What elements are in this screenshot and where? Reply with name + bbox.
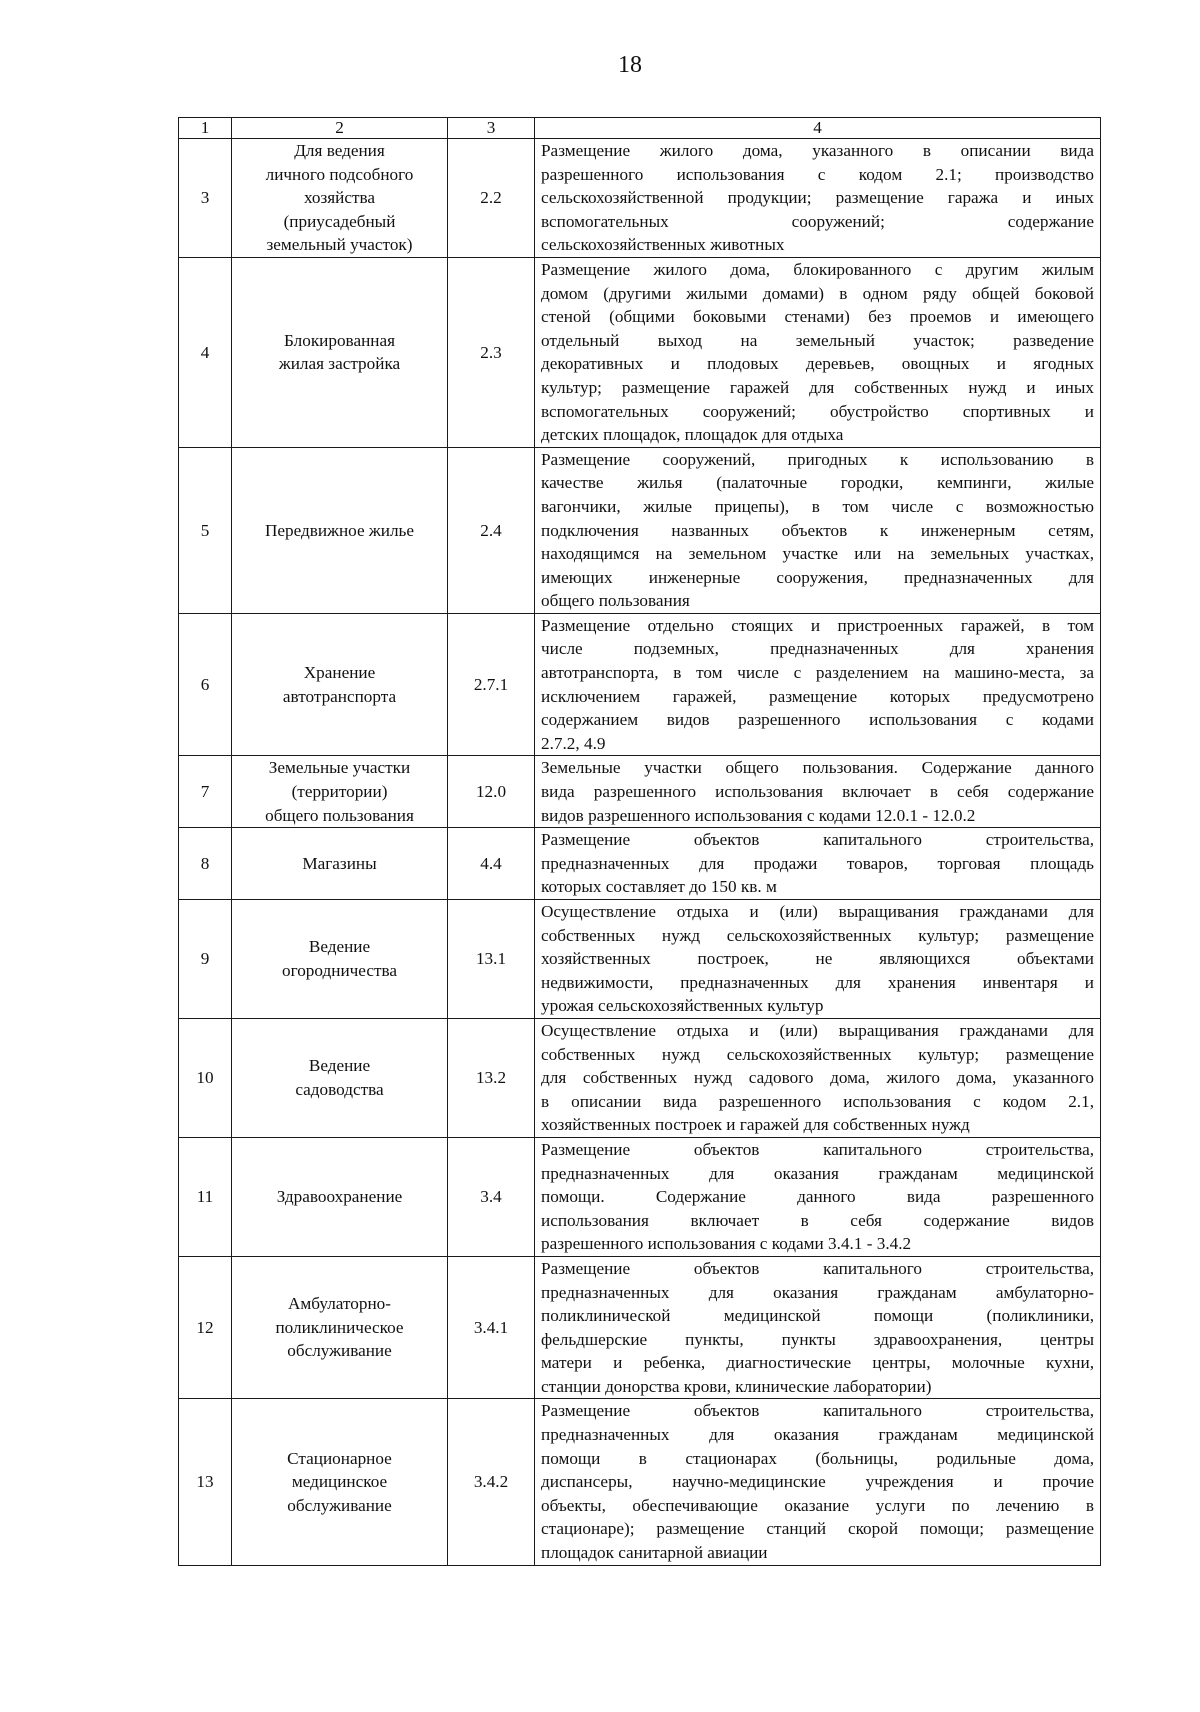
table-row [179,900,1101,1019]
header-cell-1: 1 [179,118,232,139]
description-line: Размещение объектов капитального строительства, [541,830,1094,850]
description-line: помощи. Содержание данного вида разрешенного [541,1187,1094,1207]
name-line: земельный участок) [266,235,413,255]
description-line: хозяйственных построек и гаражей для собственных нужд [541,1115,970,1135]
description-line: урожая сельскохозяйственных культур [541,996,824,1016]
description-line: Земельные участки общего пользования. Содержание данного [541,758,1094,778]
land-use-name [232,1137,448,1256]
name-line: автотранспорта [282,686,397,706]
row-number: 7 [179,756,232,828]
header-cell-3: 3 [448,118,535,139]
name-line: Здравоохранение [276,1187,403,1207]
description-line: хозяйственных построек, не являющихся объектами [541,949,1094,969]
name-line: общего пользования [265,805,414,825]
land-use-code: 2.3 [448,257,535,447]
land-use-code: 3.4.2 [448,1399,535,1565]
description-line: видов разрешенного использования с кодами 12.0.1 - 12.0.2 [541,805,976,825]
description-line: имеющих инженерные сооружения, предназначенных для [541,567,1094,587]
description-line: качестве жилья (палаточные городки, кемпинги, жилые [541,473,1094,493]
description-line: культур; размещение гаражей для собственных нужд и иных [541,377,1094,397]
land-use-name [232,1399,448,1565]
name-line: огородничества [282,960,397,980]
land-use-code: 2.7.1 [448,613,535,756]
land-use-code: 13.2 [448,1018,535,1137]
description-line: помощи в стационарах (больницы, родильные дома, [541,1448,1094,1468]
description-line: предназначенных для продажи товаров, торговая площадь [541,853,1094,873]
row-number: 13 [179,1399,232,1565]
name-line: Стационарное [287,1448,392,1468]
land-use-code: 3.4 [448,1137,535,1256]
description-line: объекты, обеспечивающие оказание услуги по лечению в [541,1495,1094,1515]
name-line: медицинское [291,1472,388,1492]
description-line: в описании вида разрешенного использования с кодом 2.1, [541,1091,1094,1111]
land-use-name [232,828,448,900]
land-use-description [535,613,1101,756]
description-line: автотранспорта, в том числе с разделением на машино-места, за [541,663,1094,683]
row-number: 5 [179,447,232,613]
description-line: диспансеры, научно-медицинские учреждения и прочие [541,1472,1094,1492]
name-line: Передвижное жилье [264,520,414,540]
description-line: Осуществление отдыха и (или) выращивания гражданами для [541,1020,1094,1040]
land-use-code: 4.4 [448,828,535,900]
description-line: стационаре); размещение станций скорой помощи; размещение [541,1519,1094,1539]
land-use-name [232,447,448,613]
row-number: 11 [179,1137,232,1256]
page-number: 18 [618,52,642,78]
name-line: Ведение [308,1056,371,1076]
name-line: обслуживание [287,1495,392,1515]
description-line: 2.7.2, 4.9 [541,733,606,753]
table-row [179,613,1101,756]
land-use-name [232,613,448,756]
description-line: находящимся на земельном участке или на земельных участках, [541,544,1094,564]
header-cell-4: 4 [535,118,1101,139]
description-line: числе подземных, предназначенных для хранения [541,639,1094,659]
row-number: 10 [179,1018,232,1137]
table-row [179,257,1101,447]
description-line: площадок санитарной авиации [541,1543,768,1563]
description-line: сельскохозяйственных животных [541,235,785,255]
land-use-code: 3.4.1 [448,1256,535,1399]
name-line: хозяйства [303,188,376,208]
name-line: обслуживание [287,1341,392,1361]
description-line: матери и ребенка, диагностические центры, молочные кухни, [541,1353,1094,1373]
description-line: Размещение жилого дома, указанного в описании вида [541,141,1094,160]
land-use-description [535,1018,1101,1137]
description-line: общего пользования [541,591,690,611]
name-line: Магазины [302,853,377,873]
description-line: подключения названных объектов к инженерным сетям, [541,520,1094,540]
name-line: поликлиническое [275,1317,404,1337]
description-line: фельдшерские пункты, пункты здравоохранения, центры [541,1329,1094,1349]
land-use-name [232,900,448,1019]
land-use-name [232,257,448,447]
description-line: собственных нужд сельскохозяйственных культур; размещение [541,925,1094,945]
description-line: декоративных и плодовых деревьев, овощных и ягодных [541,354,1094,374]
land-use-name [232,1256,448,1399]
description-line: исключением гаражей, размещение которых предусмотрено [541,686,1094,706]
land-use-table [178,117,1101,1566]
land-use-code: 2.4 [448,447,535,613]
land-use-code: 12.0 [448,756,535,828]
table-row [179,139,1101,258]
row-number: 6 [179,613,232,756]
table-row [179,447,1101,613]
name-line: садоводства [295,1079,384,1099]
land-use-description [535,1256,1101,1399]
name-line: (приусадебный [283,211,396,231]
description-line: разрешенного использования с кодом 2.1; производство [541,164,1094,184]
description-line: вспомогательных сооружений; обустройство спортивных и [541,401,1094,421]
description-line: детских площадок, площадок для отдыха [541,425,844,445]
description-line: которых составляет до 150 кв. м [541,877,777,897]
description-line: Размещение сооружений, пригодных к использованию в [541,449,1094,469]
description-line: Размещение объектов капитального строительства, [541,1139,1094,1159]
description-line: вида разрешенного использования включает в себя содержание [541,782,1094,802]
land-use-code: 13.1 [448,900,535,1019]
table-row [179,828,1101,900]
table-row [179,1137,1101,1256]
land-use-description [535,139,1101,258]
table-row [179,1018,1101,1137]
land-use-description [535,1137,1101,1256]
land-use-description [535,756,1101,828]
name-line: Амбулаторно- [288,1294,391,1314]
land-use-description [535,447,1101,613]
description-line: домом (другими жилыми домами) в одном ряду общей боковой [541,283,1094,303]
row-number: 9 [179,900,232,1019]
description-line: стеной (общими боковыми стенами) без проемов и имеющего [541,307,1094,327]
name-line: (территории) [291,782,388,802]
land-use-description [535,900,1101,1019]
name-line: Для ведения [294,141,385,160]
header-row [179,118,1101,139]
table-row [179,1399,1101,1565]
table-body [179,118,1101,1566]
table-row [179,756,1101,828]
description-line: предназначенных для оказания гражданам медицинской [541,1163,1094,1183]
row-number: 3 [179,139,232,258]
land-use-description [535,257,1101,447]
name-line: Хранение [303,663,376,683]
description-line: для собственных нужд садового дома, жилого дома, указанного [541,1068,1094,1088]
description-line: предназначенных для оказания гражданам амбулаторно- [541,1282,1094,1302]
row-number: 12 [179,1256,232,1399]
description-line: станции донорства крови, клинические лаборатории) [541,1376,932,1396]
header-cell-2: 2 [232,118,448,139]
table-row [179,1256,1101,1399]
description-line: недвижимости, предназначенных для хранения инвентаря и [541,972,1094,992]
land-use-name [232,1018,448,1137]
description-line: предназначенных для оказания гражданам медицинской [541,1425,1094,1445]
description-line: собственных нужд сельскохозяйственных культур; размещение [541,1044,1094,1064]
description-line: Размещение жилого дома, блокированного с другим жилым [541,259,1094,279]
description-line: вспомогательных сооружений; содержание [541,211,1094,231]
land-use-name [232,756,448,828]
land-use-description [535,828,1101,900]
description-line: Размещение отдельно стоящих и пристроенных гаражей, в том [541,615,1094,635]
name-line: Ведение [308,937,371,957]
description-line: поликлинической медицинской помощи (поликлиники, [541,1306,1094,1326]
description-line: вагончики, жилые прицепы), в том числе с возможностью [541,496,1094,516]
land-use-code: 2.2 [448,139,535,258]
description-line: содержанием видов разрешенного использования с кодами [541,710,1094,730]
name-line: жилая застройка [278,354,401,374]
description-line: использования включает в себя содержание видов [541,1210,1094,1230]
description-line: Размещение объектов капитального строительства, [541,1258,1094,1278]
land-use-name [232,139,448,258]
description-line: Размещение объектов капитального строительства, [541,1401,1094,1421]
land-use-description [535,1399,1101,1565]
description-line: сельскохозяйственной продукции; размещение гаража и иных [541,188,1094,208]
row-number: 4 [179,257,232,447]
row-number: 8 [179,828,232,900]
description-line: Осуществление отдыха и (или) выращивания гражданами для [541,902,1094,921]
name-line: Блокированная [284,330,395,350]
name-line: Земельные участки [268,758,411,778]
name-line: личного подсобного [265,164,414,184]
description-line: отдельный выход на земельный участок; разведение [541,330,1094,350]
description-line: разрешенного использования с кодами 3.4.1 - 3.4.2 [541,1234,912,1254]
